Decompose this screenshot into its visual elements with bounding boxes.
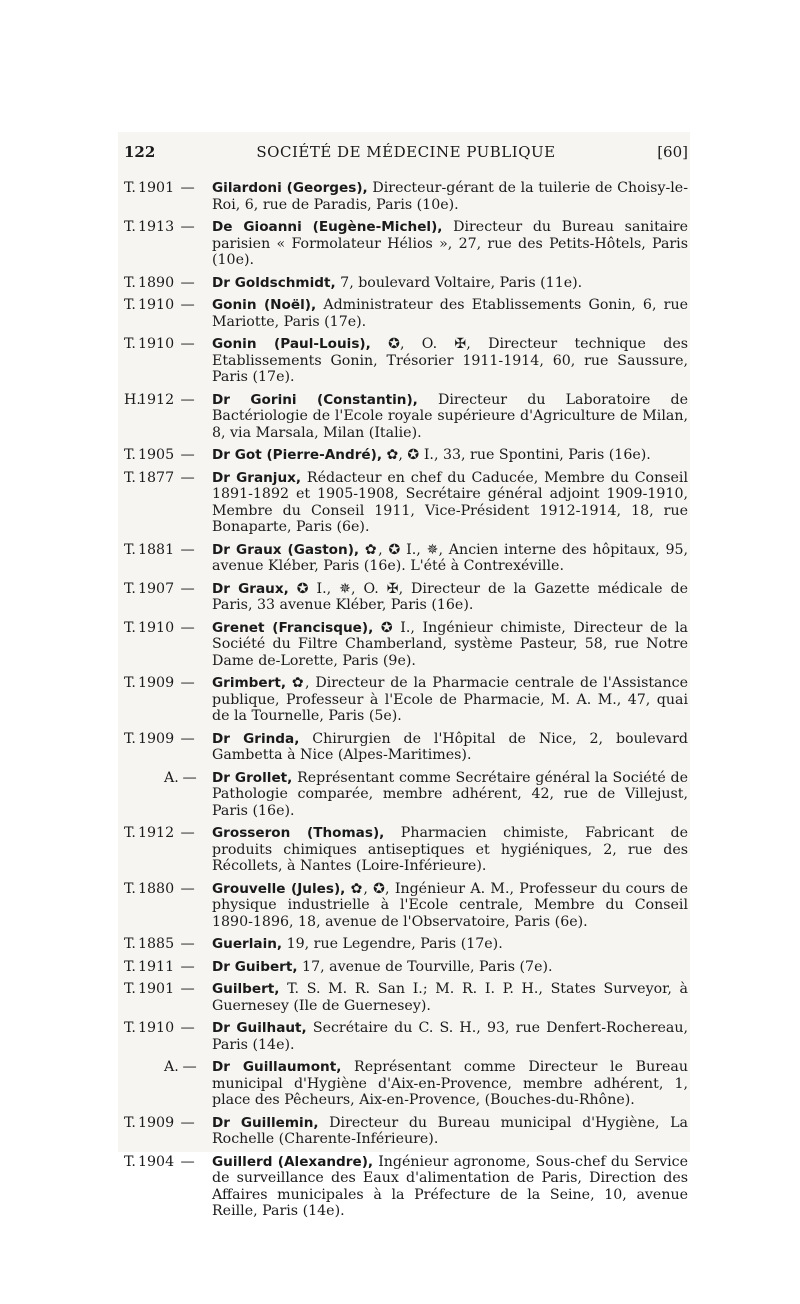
entry-prefix: T. 1909 — xyxy=(124,1114,195,1131)
entry-prefix: A. — xyxy=(164,1059,197,1075)
member-name: Guilbert, xyxy=(212,981,280,997)
member-details: ✿, ✪ I., ✵, Ancien interne des hôpitaux, 95, avenue Kléber, Paris (16e). L'été à Contrexéville. xyxy=(212,541,689,574)
member-year: 1911 xyxy=(138,958,175,975)
member-entry xyxy=(124,936,688,953)
member-details: Représentant comme Directeur le Bureau municipal d'Hygiène d'Aix-en-Provence, membre adhérent, 1, place des Pêcheurs, Aix-en-Provence, (Bouches-du-Rhône). xyxy=(212,1059,688,1108)
member-details: ✪, O. ✠, Directeur technique des Etablissements Gonin, Trésorier 1911-1914, 60, rue Saussure, Paris (17e). xyxy=(212,336,688,385)
member-details: ✿, Directeur de la Pharmacie centrale de l'Assistance publique, Professeur à l'Ecole de Pharmacie, M. A. M., 47, quai de la Tournelle, Paris (5e). xyxy=(212,675,688,724)
member-class: T. xyxy=(124,180,136,196)
member-name: Dr Guillaumont, xyxy=(212,1059,342,1075)
page-header xyxy=(124,143,688,165)
member-year: 1901 xyxy=(138,981,175,997)
member-class: T. xyxy=(124,580,136,597)
member-details: 7, boulevard Voltaire, Paris (11e). xyxy=(335,274,583,291)
member-class: T. xyxy=(124,541,136,558)
member-details: ✪ I., Ingénieur chimiste, Directeur de la Société du Filtre Chamberland, système Pasteur, 58, rue Notre Dame de-Lorette, Paris (9e). xyxy=(212,619,688,669)
entry-prefix: T. 1890 — xyxy=(124,274,195,291)
member-details: Directeur-gérant de la tuilerie de Choisy-le-Roi, 6, rue de Paradis, Paris (10e). xyxy=(212,180,688,213)
entry-prefix: T. 1885 — xyxy=(124,936,195,952)
member-year: 1912 xyxy=(138,391,175,408)
member-name: Grenet (Francisque), xyxy=(212,619,374,636)
member-class: T. xyxy=(124,469,136,486)
member-year: 1907 xyxy=(138,580,175,597)
member-class: T. xyxy=(124,825,136,841)
member-year: 1885 xyxy=(138,936,175,952)
member-year: 1904 xyxy=(138,1153,175,1170)
member-details: ✿, ✪ I., 33, rue Spontini, Paris (16e). xyxy=(382,447,651,463)
member-details: Administrateur des Etablissements Gonin, 6, rue Mariotte, Paris (17e). xyxy=(212,297,688,330)
member-class: A. xyxy=(164,769,179,786)
member-year: 1881 xyxy=(138,541,175,558)
member-year: 1912 xyxy=(138,825,175,841)
member-year: 1910 xyxy=(138,1020,175,1036)
member-entry xyxy=(124,959,688,976)
member-name: Dr Goldschmidt, xyxy=(212,274,336,291)
member-name: Dr Graux (Gaston), xyxy=(212,541,360,558)
member-entry xyxy=(124,1059,688,1109)
member-details: Représentant comme Secrétaire général la Société de Pathologie comparée, membre adhérent, 42, rue de Villejust, Paris (16e). xyxy=(212,769,688,819)
member-name: De Gioanni (Eugène-Michel), xyxy=(212,219,443,235)
member-year: 1901 xyxy=(138,180,175,196)
member-entry xyxy=(124,275,688,292)
entry-prefix: T. 1907 — xyxy=(124,580,195,597)
member-entry xyxy=(124,470,688,536)
member-entry xyxy=(124,620,688,670)
entry-prefix: H.1912 — xyxy=(124,391,195,408)
member-year: 1910 xyxy=(138,297,175,313)
entry-prefix: T. 1904 — xyxy=(124,1153,195,1170)
member-year: 1905 xyxy=(138,447,175,463)
member-entry xyxy=(124,180,688,213)
entry-prefix: T. 1913 — xyxy=(124,219,195,235)
member-entry xyxy=(124,297,688,330)
member-name: Gilardoni (Georges), xyxy=(212,180,368,196)
entry-prefix: T. 1877 — xyxy=(124,469,195,486)
member-name: Dr Guillemin, xyxy=(212,1114,319,1131)
member-year: 1910 xyxy=(138,619,175,636)
member-details: Directeur du Bureau municipal d'Hygiène, La Rochelle (Charente-Inférieure). xyxy=(212,1114,688,1147)
member-entry xyxy=(124,1115,688,1148)
member-name: Gonin (Paul-Louis), xyxy=(212,336,371,352)
member-name: Dr Graux, xyxy=(212,580,289,597)
entry-prefix: T. 1880 — xyxy=(124,880,195,897)
member-entry xyxy=(124,336,688,386)
member-details: ✿, ✪, Ingénieur A. M., Professeur du cours de physique industrielle à l'Ecole centrale, Membre du Conseil 1890-1896, 18, avenue de l'Observatoire, Paris (6e). xyxy=(212,880,688,930)
member-details: Ingénieur agronome, Sous-chef du Service de surveillance des Eaux d'alimentation de Paris, Direction des Affaires municipales à la Préfecture de la Seine, 10, avenue Reille, Paris (14e). xyxy=(212,1153,688,1219)
member-class: T. xyxy=(124,730,136,747)
member-entry xyxy=(124,1020,688,1053)
member-details: Directeur du Bureau sanitaire parisien « Formolateur Hélios », 27, rue des Petits-Hôtels, Paris (10e). xyxy=(212,219,688,268)
member-class: T. xyxy=(124,297,136,313)
member-year: 1909 xyxy=(138,1114,175,1131)
member-entry xyxy=(124,731,688,764)
page-number: 122 xyxy=(124,143,156,161)
member-entry xyxy=(124,675,688,725)
member-details: Secrétaire du C. S. H., 93, rue Denfert-Rochereau, Paris (14e). xyxy=(212,1020,688,1053)
member-class: H. xyxy=(124,391,141,408)
member-entry xyxy=(124,981,688,1014)
entry-prefix: T. 1910 — xyxy=(124,336,195,352)
entry-prefix: T. 1910 — xyxy=(124,619,195,636)
entry-prefix: T. 1901 — xyxy=(124,180,195,196)
member-name: Grosseron (Thomas), xyxy=(212,825,385,841)
member-class: T. xyxy=(124,619,136,636)
running-title: SOCIÉTÉ DE MÉDECINE PUBLIQUE xyxy=(256,143,556,161)
member-class: T. xyxy=(124,981,136,997)
member-year: 1877 xyxy=(138,469,175,486)
entry-prefix: T. 1905 — xyxy=(124,447,195,463)
member-class: T. xyxy=(124,274,136,291)
member-entry xyxy=(124,219,688,269)
entry-prefix: T. 1881 — xyxy=(124,541,195,558)
member-details: 19, rue Legendre, Paris (17e). xyxy=(282,936,503,952)
member-year: 1909 xyxy=(138,675,175,691)
member-class: T. xyxy=(124,1153,136,1170)
member-class: T. xyxy=(124,675,136,691)
member-entry xyxy=(124,542,688,575)
entry-prefix: T. 1912 — xyxy=(124,825,195,841)
member-name: Dr Guilhaut, xyxy=(212,1020,307,1036)
member-name: Dr Gorini (Constantin), xyxy=(212,391,418,408)
entry-prefix: T. 1910 — xyxy=(124,1020,195,1036)
member-entry xyxy=(124,447,688,464)
member-details: T. S. M. R. San I.; M. R. I. P. H., States Surveyor, à Guernesey (Ile de Guernesey). xyxy=(212,981,688,1014)
member-entry xyxy=(124,392,688,442)
member-name: Guillerd (Alexandre), xyxy=(212,1153,374,1170)
entry-prefix: T. 1901 — xyxy=(124,981,195,997)
member-list xyxy=(124,180,688,1226)
member-class: T. xyxy=(124,219,136,235)
member-name: Dr Granjux, xyxy=(212,469,302,486)
member-name: Grouvelle (Jules), xyxy=(212,880,346,897)
member-year: 1880 xyxy=(138,880,175,897)
member-entry xyxy=(124,770,688,820)
entry-prefix: A. — xyxy=(164,769,197,786)
member-class: T. xyxy=(124,958,136,975)
member-name: Dr Grollet, xyxy=(212,769,293,786)
member-entry xyxy=(124,825,688,875)
member-class: T. xyxy=(124,880,136,897)
member-details: Directeur du Laboratoire de Bactériologie de l'Ecole royale supérieure d'Agriculture de Milan, 8, via Marsala, Milan (Italie). xyxy=(212,391,688,441)
entry-prefix: T. 1909 — xyxy=(124,730,195,747)
member-class: T. xyxy=(124,1020,136,1036)
member-year: 1909 xyxy=(138,730,175,747)
member-details: Rédacteur en chef du Caducée, Membre du Conseil 1891-1892 et 1905-1908, Secrétaire général adjoint 1909-1910, Membre du Conseil 1911, Vice-Président 1912-1914, 18, rue Bonaparte, Paris (6e). xyxy=(212,469,688,535)
member-name: Grimbert, xyxy=(212,675,287,691)
member-entry xyxy=(124,1154,688,1220)
member-details: 17, avenue de Tourville, Paris (7e). xyxy=(297,958,553,975)
signature-mark: [60] xyxy=(657,143,688,161)
member-details: ✪ I., ✵, O. ✠, Directeur de la Gazette médicale de Paris, 33 avenue Kléber, Paris (16e). xyxy=(212,580,688,613)
entry-prefix: T. 1909 — xyxy=(124,675,195,691)
member-name: Dr Got (Pierre-André), xyxy=(212,447,383,463)
member-name: Dr Guibert, xyxy=(212,958,298,975)
member-class: T. xyxy=(124,1114,136,1131)
entry-prefix: T. 1910 — xyxy=(124,297,195,313)
member-entry xyxy=(124,881,688,931)
member-class: T. xyxy=(124,936,136,952)
member-class: T. xyxy=(124,447,136,463)
member-name: Gonin (Noël), xyxy=(212,297,317,313)
member-class: A. xyxy=(164,1059,179,1075)
member-year: 1913 xyxy=(138,219,175,235)
member-year: 1910 xyxy=(138,336,175,352)
member-entry xyxy=(124,581,688,614)
member-details: Chirurgien de l'Hôpital de Nice, 2, boulevard Gambetta à Nice (Alpes-Maritimes). xyxy=(212,730,688,763)
member-class: T. xyxy=(124,336,136,352)
member-name: Dr Grinda, xyxy=(212,730,300,747)
entry-prefix: T. 1911 — xyxy=(124,958,195,975)
member-details: Pharmacien chimiste, Fabricant de produits chimiques antiseptiques et hygiéniques, 2, rue des Récollets, à Nantes (Loire-Inférieure). xyxy=(212,825,688,874)
member-name: Guerlain, xyxy=(212,936,283,952)
member-year: 1890 xyxy=(138,274,175,291)
